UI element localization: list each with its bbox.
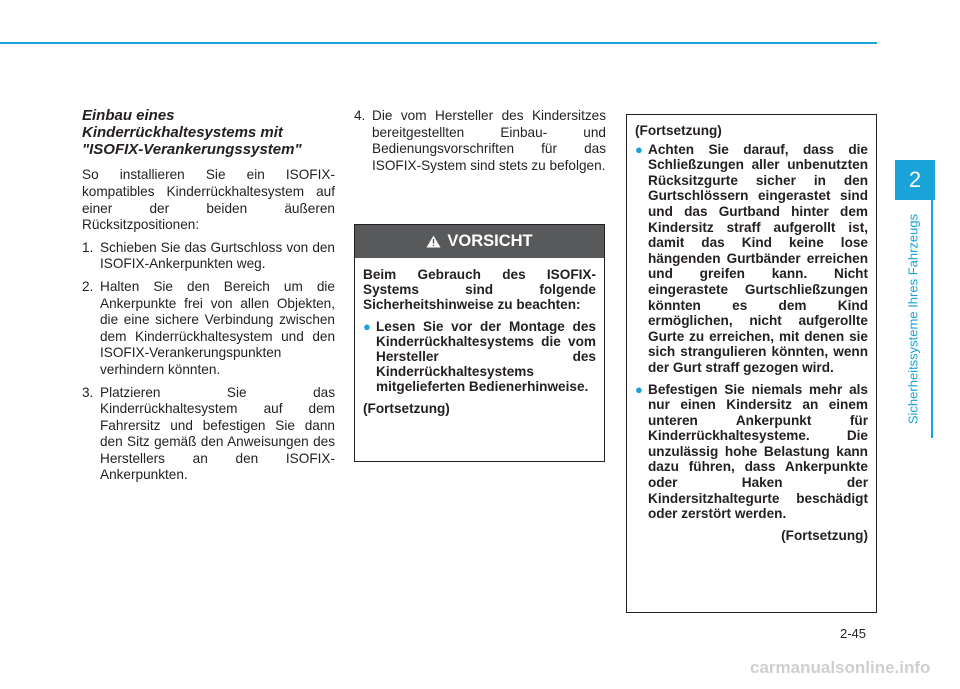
bullet-icon: ● <box>635 381 643 397</box>
caution-box <box>354 224 605 462</box>
intro-paragraph: So installieren Sie ein ISOFIX-kompatibles Kinderrückhaltesystem auf einer der beiden äußeren Rücksitzpositionen: <box>82 167 335 233</box>
page-number: 2-45 <box>840 626 867 641</box>
installation-steps <box>82 240 335 484</box>
instructions-column <box>82 108 335 490</box>
step-item: 2. Halten Sie den Bereich um die Ankerpunkte frei von allen Objekten, die eine sichere Verbindung zwischen dem Kinderrückhaltesystem und den ISOFIX-Verankerungspunkten verhindern könnten. <box>82 278 335 377</box>
watermark: carmanualsonline.info <box>750 658 931 677</box>
warning-triangle-icon <box>426 235 441 248</box>
caution-bullet: ● Lesen Sie vor der Montage des Kinderrückhaltesystems die vom Hersteller des Kinderrückhaltesystems mitgelieferten Bedienerhinweise. <box>363 318 596 395</box>
chapter-title: Sicherheitssysteme Ihres Fahrzeugs <box>905 213 921 425</box>
continuation-heading: (Fortsetzung) <box>635 123 722 138</box>
step-item: 4. Die vom Hersteller des Kindersitzes bereitgestellten Einbau- und Bedienungsvorschriften für das ISOFIX-System sind stets zu befolgen. <box>354 108 606 173</box>
step-item: 3. Platzieren Sie das Kinderrückhaltesystem auf dem Fahrersitz und befestigen Sie dann den Sitz gemäß den Anweisungen des Herstellers an den ISOFIX-Ankerpunkten. <box>82 384 335 483</box>
caution-intro: Beim Gebrauch des ISOFIX-Systems sind folgende Sicherheitshinweise zu beachten: <box>363 267 596 313</box>
step-item: 1. Schieben Sie das Gurtschloss von den ISOFIX-Ankerpunkten weg. <box>82 239 335 272</box>
continued-label: (Fortsetzung) <box>781 527 868 543</box>
caution-bullet: ● Achten Sie darauf, dass die Schließzungen aller unbenutzten Rücksitzgurte sicher in den Gurtschlössern eingerastet sind und das Gurtband hinter dem Kindersitz straff aufgerollt ist, damit das Kind keine lose hängenden Gurtbänder erreichen und greifen kann. Nicht eingerastete Gurtschließzungen könnten es dem Kind ermöglichen, nicht aufgerollte Gurte zu erreichen, mit denen sie sich strangulieren könnten, wenn der Gurt straff gezogen wird. <box>635 141 868 375</box>
caution-label: VORSICHT <box>447 232 533 250</box>
caution-continuation-box <box>626 114 877 613</box>
bullet-icon: ● <box>635 141 643 157</box>
caution-bullet: ● Befestigen Sie niemals mehr als nur einen Kindersitz an einem unteren Ankerpunkt für Kinderrückhaltesysteme. Die unzulässig hohe Belastung kann dazu führen, dass Ankerpunkte oder Haken der Kindersitzhaltegurte beschädigt oder zerstört werden. <box>635 381 868 522</box>
header-rule <box>0 42 877 44</box>
instructions-column-2 <box>354 108 606 174</box>
chapter-tab-line <box>931 200 933 438</box>
chapter-tab: 2 <box>895 160 935 200</box>
section-heading: Einbau eines Kinderrückhaltesystems mit "ISOFIX-Verankerungssystem" <box>82 107 302 158</box>
continued-label: (Fortsetzung) <box>363 400 450 416</box>
caution-header <box>355 225 604 258</box>
caution-body <box>355 258 604 416</box>
installation-steps-continued <box>354 108 606 174</box>
bullet-icon: ● <box>363 318 371 334</box>
